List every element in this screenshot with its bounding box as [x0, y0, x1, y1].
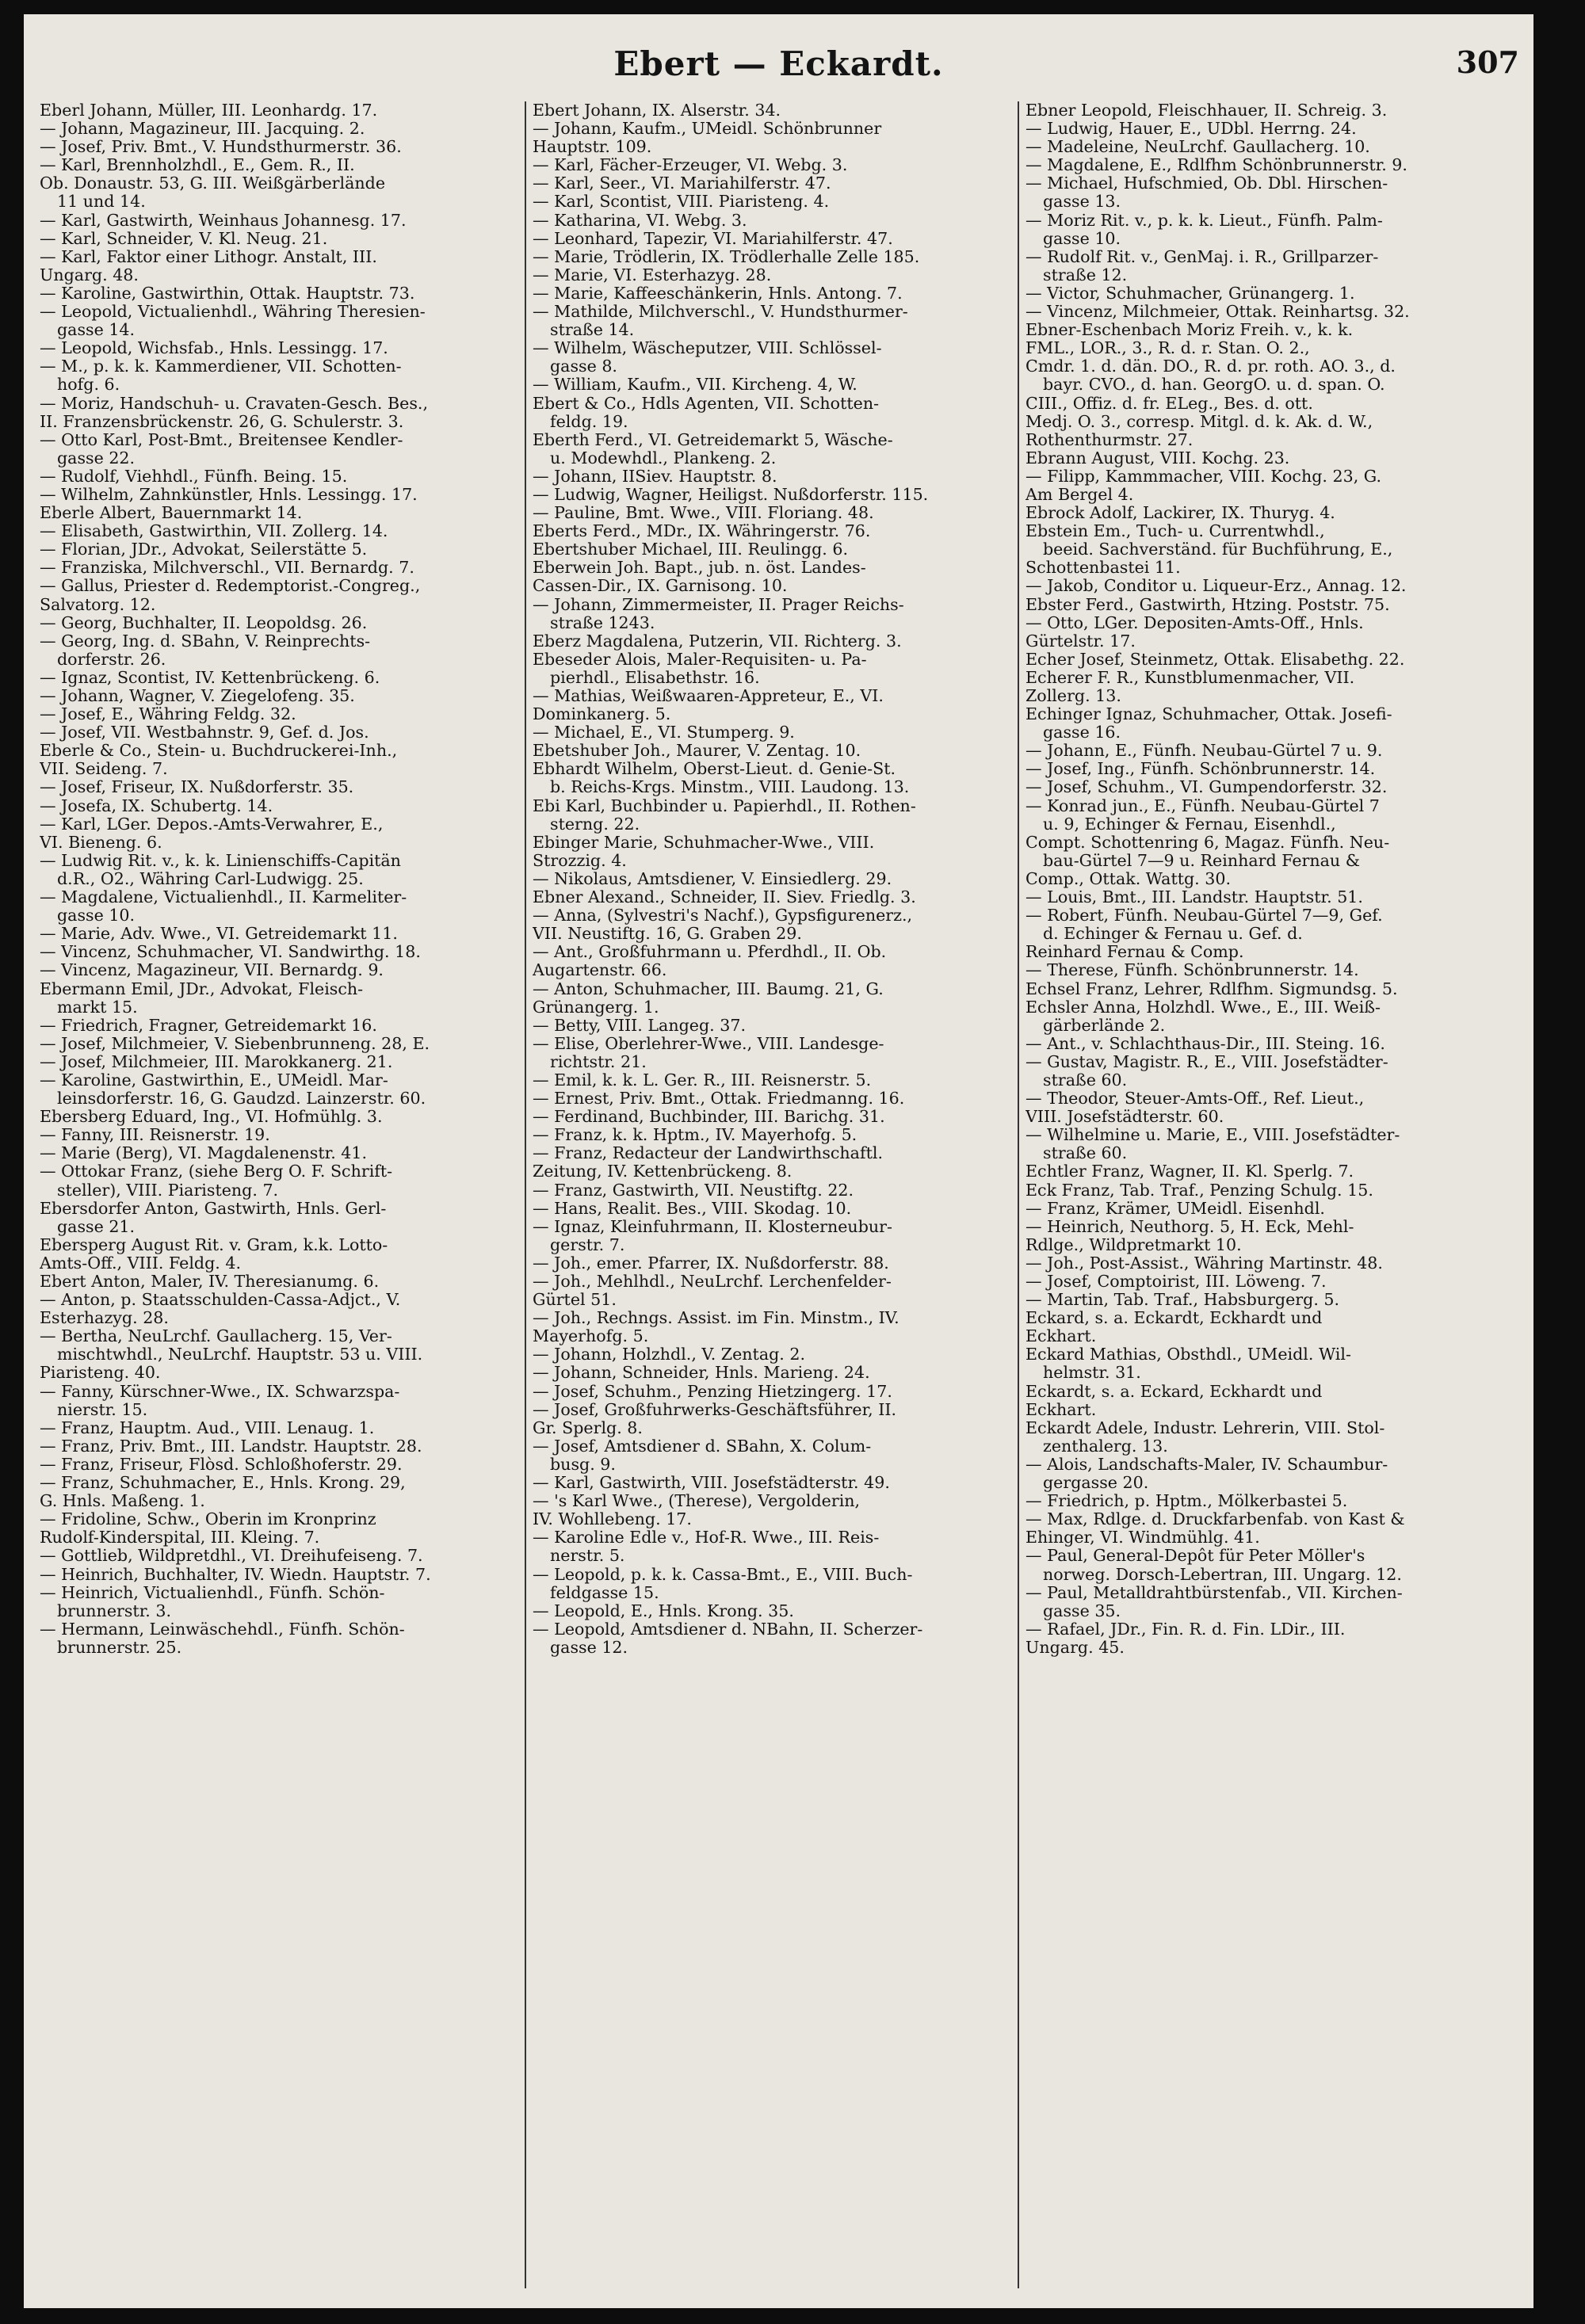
directory-line: — Alois, Landschafts-Maler, IV. Schaumbur- — [1025, 1455, 1388, 1474]
directory-line: gasse 10. — [57, 906, 136, 925]
directory-line: Zeitung, IV. Kettenbrückeng. 8. — [533, 1162, 792, 1181]
directory-line: — Vincenz, Magazineur, VII. Bernardg. 9. — [40, 961, 384, 980]
directory-line: — Karl, Brennholzhdl., E., Gem. R., II. — [40, 156, 355, 175]
directory-line: gasse 22. — [57, 448, 136, 467]
directory-line: FML., LOR., 3., R. d. r. Stan. O. 2., — [1025, 339, 1310, 358]
directory-line: Eckardt, s. a. Eckard, Eckhardt und — [1025, 1382, 1323, 1401]
directory-line: d. Echinger & Fernau u. Gef. d. — [1043, 925, 1303, 944]
directory-line: Ebersdorfer Anton, Gastwirth, Hnls. Gerl- — [40, 1199, 387, 1218]
directory-line: — Rafael, JDr., Fin. R. d. Fin. LDir., III. — [1025, 1620, 1346, 1639]
directory-line: straße 60. — [1043, 1070, 1128, 1089]
directory-line: gasse 8. — [550, 357, 617, 376]
directory-line: Comp., Ottak. Wattg. 30. — [1025, 869, 1232, 888]
directory-line: Ebner-Eschenbach Moriz Freih. v., k. k. — [1025, 321, 1354, 340]
directory-line: Mayerhofg. 5. — [533, 1327, 649, 1346]
directory-line: gasse 35. — [1043, 1601, 1121, 1620]
directory-line: straße 12. — [1043, 265, 1128, 284]
column-2 — [533, 101, 1008, 1657]
directory-line: — Friedrich, p. Hptm., Mölkerbastei 5. — [1025, 1492, 1348, 1511]
directory-line: — Gallus, Priester d. Redemptorist.-Congreg., — [40, 577, 421, 596]
directory-line: — Josef, Priv. Bmt., V. Hundsthurmerstr. 36. — [40, 138, 402, 157]
directory-line: VII. Neustiftg. 16, G. Graben 29. — [533, 925, 802, 944]
directory-line: — Ant., v. Schlachthaus-Dir., III. Steing. 16. — [1025, 1034, 1385, 1053]
directory-line: Ungarg. 45. — [1025, 1638, 1125, 1657]
directory-line: — Fridoline, Schw., Oberin im Kronprinz — [40, 1510, 376, 1529]
directory-line: — Josef, Großfuhrwerks-Geschäftsführer, II. — [533, 1400, 897, 1419]
directory-line: — Joh., Post-Assist., Währing Martinstr. 48. — [1025, 1254, 1383, 1273]
directory-line: Cassen-Dir., IX. Garnisong. 10. — [533, 577, 788, 596]
directory-line: Schottenbastei 11. — [1025, 559, 1181, 578]
directory-line: sterng. 22. — [550, 815, 640, 834]
directory-line: pierhdl., Elisabethstr. 16. — [550, 668, 760, 687]
directory-line: — Hans, Realit. Bes., VIII. Skodag. 10. — [533, 1199, 852, 1218]
directory-line: — Wilhelmine u. Marie, E., VIII. Josefstädter- — [1025, 1126, 1400, 1145]
directory-line: — Leopold, E., Hnls. Krong. 35. — [533, 1601, 794, 1620]
directory-line: Eberz Magdalena, Putzerin, VII. Richterg. 3. — [533, 632, 902, 651]
directory-line: — Anton, Schuhmacher, III. Baumg. 21, G. — [533, 979, 884, 998]
directory-line: d.R., O2., Währing Carl-Ludwigg. 25. — [57, 869, 364, 888]
directory-line: — Heinrich, Neuthorg. 5, H. Eck, Mehl- — [1025, 1217, 1354, 1236]
directory-line: — Marie, Trödlerin, IX. Trödlerhalle Zelle 185. — [533, 247, 920, 266]
directory-line: — Leopold, Amtsdiener d. NBahn, II. Scherzer- — [533, 1620, 923, 1639]
directory-page — [24, 14, 1533, 2308]
directory-line: Echtler Franz, Wagner, II. Kl. Sperlg. 7. — [1025, 1162, 1354, 1181]
column-3 — [1025, 101, 1501, 1657]
directory-line: CIII., Offiz. d. fr. ELeg., Bes. d. ott. — [1025, 394, 1313, 413]
directory-line: gasse 13. — [1043, 193, 1121, 212]
directory-line: Ebert Johann, IX. Alserstr. 34. — [533, 101, 781, 120]
directory-line: — Marie, Kaffeeschänkerin, Hnls. Antong. 7. — [533, 284, 903, 303]
directory-line: — Paul, General-Depôt für Peter Möller's — [1025, 1547, 1365, 1566]
directory-line: — Jakob, Conditor u. Liqueur-Erz., Annag. 12. — [1025, 577, 1407, 596]
directory-line: — Joh., Rechngs. Assist. im Fin. Minstm., IV. — [533, 1309, 899, 1328]
directory-line: — Josefa, IX. Schubertg. 14. — [40, 796, 273, 815]
directory-line: Ebinger Marie, Schuhmacher-Wwe., VIII. — [533, 833, 875, 852]
directory-line: Hauptstr. 109. — [533, 138, 652, 157]
directory-line: Gürtelstr. 17. — [1025, 632, 1136, 651]
directory-line: — Karoline, Gastwirthin, Ottak. Hauptstr. 73. — [40, 284, 415, 303]
directory-line: Ebrock Adolf, Lackirer, IX. Thuryg. 4. — [1025, 504, 1335, 523]
directory-line: — Anna, (Sylvestri's Nachf.), Gypsfigurenerz., — [533, 906, 913, 925]
directory-line: — Georg, Buchhalter, II. Leopoldsg. 26. — [40, 613, 368, 632]
directory-line: — Ant., Großfuhrmann u. Pferdhdl., II. Ob. — [533, 943, 887, 962]
directory-line: — Rudolf Rit. v., GenMaj. i. R., Grillparzer- — [1025, 247, 1379, 266]
directory-line: Ob. Donaustr. 53, G. III. Weißgärberlände — [40, 174, 386, 193]
directory-line: dorferstr. 26. — [57, 650, 166, 669]
directory-line: gerstr. 7. — [550, 1235, 625, 1254]
directory-line: — Leopold, Wichsfab., Hnls. Lessingg. 17. — [40, 339, 388, 358]
directory-line: Gr. Sperlg. 8. — [533, 1418, 643, 1437]
directory-line: — Leopold, Victualienhdl., Währing Theresien- — [40, 303, 426, 322]
directory-line: Echinger Ignaz, Schuhmacher, Ottak. Josefi- — [1025, 705, 1392, 724]
directory-line: — Josef, Comptoirist, III. Löweng. 7. — [1025, 1273, 1327, 1291]
directory-line: — Mathias, Weißwaaren-Appreteur, E., VI. — [533, 687, 884, 705]
directory-line: Augartenstr. 66. — [533, 961, 667, 980]
directory-line: — Magdalene, Victualienhdl., II. Karmeliter- — [40, 888, 407, 907]
directory-line: Ungarg. 48. — [40, 265, 139, 284]
directory-line: — Ludwig, Wagner, Heiligst. Nußdorferstr. 115. — [533, 485, 929, 504]
directory-line: hofg. 6. — [57, 376, 120, 395]
directory-line: — Wilhelm, Wäscheputzer, VIII. Schlössel- — [533, 339, 882, 358]
directory-line: Salvatorg. 12. — [40, 595, 156, 614]
directory-line: Ebert Anton, Maler, IV. Theresianumg. 6. — [40, 1273, 380, 1291]
directory-line: Medj. O. 3., corresp. Mitgl. d. k. Ak. d. W., — [1025, 412, 1373, 431]
directory-line: — Betty, VIII. Langeg. 37. — [533, 1016, 746, 1035]
directory-line: — Karl, Gastwirth, Weinhaus Johannesg. 17. — [40, 211, 407, 230]
directory-line: — Ludwig Rit. v., k. k. Linienschiffs-Capitän — [40, 851, 401, 870]
directory-line: — Johann, Schneider, Hnls. Marieng. 24. — [533, 1364, 870, 1383]
directory-line: — Ludwig, Hauer, E., UDbl. Herrng. 24. — [1025, 120, 1357, 139]
directory-line: II. Franzensbrückenstr. 26, G. Schulerstr. 3. — [40, 412, 404, 431]
directory-line: — Josef, Schuhm., VI. Gumpendorferstr. 32. — [1025, 778, 1388, 797]
directory-line: Eckardt Adele, Industr. Lehrerin, VIII. Stol- — [1025, 1418, 1385, 1437]
directory-line: — William, Kaufm., VII. Kircheng. 4, W. — [533, 376, 857, 395]
directory-line: — Johann, IISiev. Hauptstr. 8. — [533, 467, 777, 486]
directory-line: Reinhard Fernau & Comp. — [1025, 943, 1244, 962]
directory-line: Ebhardt Wilhelm, Oberst-Lieut. d. Genie-St. — [533, 760, 896, 779]
directory-line: — Johann, Wagner, V. Ziegelofeng. 35. — [40, 687, 355, 705]
directory-line: Dominkanerg. 5. — [533, 705, 671, 724]
directory-line: Ebetshuber Joh., Maurer, V. Zentag. 10. — [533, 742, 861, 761]
directory-line: — Rudolf, Viehhdl., Fünfh. Being. 15. — [40, 467, 348, 486]
directory-line: bayr. CVO., d. han. GeorgO. u. d. span. O. — [1043, 376, 1385, 395]
directory-line: u. Modewhdl., Plankeng. 2. — [550, 448, 777, 467]
directory-line: G. Hnls. Maßeng. 1. — [40, 1492, 205, 1511]
directory-line: — Johann, Magazineur, III. Jacquing. 2. — [40, 120, 365, 139]
directory-line: — Karl, LGer. Depos.-Amts-Verwahrer, E., — [40, 815, 384, 834]
directory-line: nierstr. 15. — [57, 1400, 148, 1419]
directory-line: Eberle Albert, Bauernmarkt 14. — [40, 504, 303, 523]
directory-line: Strozzig. 4. — [533, 851, 627, 870]
directory-line: — Johann, Holzhdl., V. Zentag. 2. — [533, 1345, 806, 1364]
directory-line: — Konrad jun., E., Fünfh. Neubau-Gürtel 7 — [1025, 796, 1380, 815]
directory-line: feldg. 19. — [550, 412, 628, 431]
directory-line: gärberlände 2. — [1043, 1016, 1166, 1035]
directory-line: Gürtel 51. — [533, 1291, 617, 1310]
directory-line: — Moriz, Handschuh- u. Cravaten-Gesch. Bes., — [40, 394, 428, 413]
directory-line: — Nikolaus, Amtsdiener, V. Einsiedlerg. 29. — [533, 869, 892, 888]
directory-line: — Theodor, Steuer-Amts-Off., Ref. Lieut., — [1025, 1089, 1365, 1109]
directory-line: — Ignaz, Kleinfuhrmann, II. Klosterneubur- — [533, 1217, 892, 1236]
directory-line: Eberts Ferd., MDr., IX. Währingerstr. 76. — [533, 522, 871, 541]
directory-line: — Robert, Fünfh. Neubau-Gürtel 7—9, Gef. — [1025, 906, 1383, 925]
directory-line: Ebi Karl, Buchbinder u. Papierhdl., II. Rothen- — [533, 796, 916, 815]
directory-line: beeid. Sachverständ. für Buchführung, E., — [1043, 540, 1393, 559]
directory-line: — Katharina, VI. Webg. 3. — [533, 211, 747, 230]
directory-line: brunnerstr. 25. — [57, 1638, 182, 1657]
directory-line: — Josef, Milchmeier, V. Siebenbrunneng. 28, E. — [40, 1034, 430, 1053]
directory-line: Ebstein Em., Tuch- u. Currentwhdl., — [1025, 522, 1325, 541]
directory-line: — Elisabeth, Gastwirthin, VII. Zollerg. 14. — [40, 522, 388, 541]
directory-line: steller), VIII. Piaristeng. 7. — [57, 1181, 279, 1200]
directory-line: Rothenthurmstr. 27. — [1025, 430, 1194, 449]
directory-line: busg. 9. — [550, 1455, 616, 1474]
directory-line: Ebertshuber Michael, III. Reulingg. 6. — [533, 540, 848, 559]
directory-line: Ebner Alexand., Schneider, II. Siev. Friedlg. 3. — [533, 888, 916, 907]
directory-line: — Marie, VI. Esterhazyg. 28. — [533, 265, 772, 284]
directory-line: Ebeseder Alois, Maler-Requisiten- u. Pa- — [533, 650, 867, 669]
directory-line: — Franz, Schuhmacher, E., Hnls. Krong. 29, — [40, 1474, 406, 1493]
directory-line: — Michael, E., VI. Stumperg. 9. — [533, 723, 795, 742]
directory-line: u. 9, Echinger & Fernau, Eisenhdl., — [1043, 815, 1336, 834]
directory-line: Ehinger, VI. Windmühlg. 41. — [1025, 1528, 1260, 1547]
directory-line: — Victor, Schuhmacher, Grünangerg. 1. — [1025, 284, 1355, 303]
directory-line: Am Bergel 4. — [1025, 485, 1134, 504]
directory-line: — Hermann, Leinwäschehdl., Fünfh. Schön- — [40, 1620, 405, 1639]
directory-line: — Madeleine, NeuLrchf. Gaullacherg. 10. — [1025, 138, 1370, 157]
directory-line: — Therese, Fünfh. Schönbrunnerstr. 14. — [1025, 961, 1359, 980]
directory-line: straße 1243. — [550, 613, 655, 632]
directory-line: — Josef, Milchmeier, III. Marokkanerg. 21. — [40, 1052, 393, 1071]
directory-line: b. Reichs-Krgs. Minstm., VIII. Laudong. 13. — [550, 778, 910, 797]
directory-line: — Franz, Redacteur der Landwirthschaftl. — [533, 1144, 883, 1163]
directory-line: — Fanny, Kürschner-Wwe., IX. Schwarzspa- — [40, 1382, 400, 1401]
directory-line: — Marie (Berg), VI. Magdalenenstr. 41. — [40, 1144, 368, 1163]
directory-line: Ebersberg Eduard, Ing., VI. Hofmühlg. 3. — [40, 1108, 383, 1127]
directory-line: Eckhart. — [1025, 1400, 1097, 1419]
directory-line: — Franz, Hauptm. Aud., VIII. Lenaug. 1. — [40, 1418, 375, 1437]
directory-line: — Franz, Krämer, UMeidl. Eisenhdl. — [1025, 1199, 1325, 1218]
page-number: 307 — [1456, 44, 1519, 80]
directory-line: — Leonhard, Tapezir, VI. Mariahilferstr. 47. — [533, 229, 893, 248]
directory-line: — Karoline Edle v., Hof-R. Wwe., III. Reis- — [533, 1528, 880, 1547]
directory-line: — Ottokar Franz, (siehe Berg O. F. Schrift- — [40, 1162, 393, 1181]
directory-line: — Friedrich, Fragner, Getreidemarkt 16. — [40, 1016, 377, 1035]
directory-line: gasse 12. — [550, 1638, 628, 1657]
directory-line: gergasse 20. — [1043, 1474, 1149, 1493]
directory-line: — Franz, Friseur, Flòsd. Schloßhoferstr. 29. — [40, 1455, 403, 1474]
directory-line: — Otto, LGer. Depositen-Amts-Off., Hnls. — [1025, 613, 1364, 632]
directory-line: norweg. Dorsch-Lebertran, III. Ungarg. 12. — [1043, 1565, 1402, 1584]
directory-line: Grünangerg. 1. — [533, 998, 659, 1017]
directory-line: bau-Gürtel 7—9 u. Reinhard Fernau & — [1043, 851, 1361, 870]
directory-line: — Max, Rdlge. d. Druckfarbenfab. von Kast & — [1025, 1510, 1405, 1529]
directory-line: Echsler Anna, Holzhdl. Wwe., E., III. Weiß- — [1025, 998, 1381, 1017]
directory-line: Zollerg. 13. — [1025, 687, 1121, 705]
directory-line: Echerer F. R., Kunstblumenmacher, VII. — [1025, 668, 1355, 687]
directory-line: Ebermann Emil, JDr., Advokat, Fleisch- — [40, 979, 364, 998]
directory-line: — Mathilde, Milchverschl., V. Hundsthurmer- — [533, 303, 908, 322]
directory-line: Amts-Off., VIII. Feldg. 4. — [40, 1254, 242, 1273]
directory-line: — Johann, Zimmermeister, II. Prager Reichs- — [533, 595, 904, 614]
directory-line: — Ignaz, Scontist, IV. Kettenbrückeng. 6. — [40, 668, 380, 687]
column-divider-1 — [525, 101, 526, 2288]
page-header — [24, 44, 1533, 100]
directory-line: — Karl, Seer., VI. Mariahilferstr. 47. — [533, 174, 831, 193]
directory-line: — Ernest, Priv. Bmt., Ottak. Friedmanng. 16. — [533, 1089, 905, 1109]
directory-line: — Karl, Schneider, V. Kl. Neug. 21. — [40, 229, 328, 248]
directory-line: — Vincenz, Schuhmacher, VI. Sandwirthg. 18. — [40, 943, 421, 962]
directory-line: zenthalerg. 13. — [1043, 1437, 1168, 1456]
directory-line: Echer Josef, Steinmetz, Ottak. Elisabethg. 22. — [1025, 650, 1405, 669]
directory-line: — Florian, JDr., Advokat, Seilerstätte 5. — [40, 540, 368, 559]
directory-line: — Josef, Friseur, IX. Nußdorferstr. 35. — [40, 778, 354, 797]
directory-line: — Karl, Scontist, VIII. Piaristeng. 4. — [533, 193, 830, 212]
directory-line: — 's Karl Wwe., (Therese), Vergolderin, — [533, 1492, 861, 1511]
directory-line: — Ferdinand, Buchbinder, III. Barichg. 31. — [533, 1108, 885, 1127]
directory-line: — Anton, p. Staatsschulden-Cassa-Adjct., V. — [40, 1291, 401, 1310]
directory-line: VIII. Josefstädterstr. 60. — [1025, 1108, 1224, 1127]
directory-line: — Michael, Hufschmied, Ob. Dbl. Hirschen- — [1025, 174, 1388, 193]
directory-line: — Josef, VII. Westbahnstr. 9, Gef. d. Jos. — [40, 723, 369, 742]
directory-line: Eberle & Co., Stein- u. Buchdruckerei-Inh., — [40, 742, 398, 761]
directory-line: Eckard Mathias, Obsthdl., UMeidl. Wil- — [1025, 1345, 1351, 1364]
directory-line: VII. Seideng. 7. — [40, 760, 168, 779]
directory-line: Echsel Franz, Lehrer, Rdlfhm. Sigmundsg. 5. — [1025, 979, 1398, 998]
column-divider-2 — [1018, 101, 1019, 2288]
directory-line: straße 60. — [1043, 1144, 1128, 1163]
directory-line: — Pauline, Bmt. Wwe., VIII. Floriang. 48. — [533, 504, 874, 523]
column-1 — [40, 101, 515, 1657]
directory-line: — Otto Karl, Post-Bmt., Breitensee Kendler- — [40, 430, 403, 449]
directory-line: — Filipp, Kammmacher, VIII. Kochg. 23, G. — [1025, 467, 1382, 486]
directory-line: gasse 10. — [1043, 229, 1121, 248]
directory-line: Eberl Johann, Müller, III. Leonhardg. 17. — [40, 101, 378, 120]
directory-line: — Josef, Amtsdiener d. SBahn, X. Colum- — [533, 1437, 872, 1456]
directory-line: — Karl, Fächer-Erzeuger, VI. Webg. 3. — [533, 156, 848, 175]
directory-line: Eckhart. — [1025, 1327, 1097, 1346]
directory-line: brunnerstr. 3. — [57, 1601, 172, 1620]
directory-line: gasse 16. — [1043, 723, 1121, 742]
directory-line: Eberth Ferd., VI. Getreidemarkt 5, Wäsche- — [533, 430, 893, 449]
directory-line: 11 und 14. — [57, 193, 146, 212]
directory-line: Compt. Schottenring 6, Magaz. Fünfh. Neu- — [1025, 833, 1390, 852]
directory-line: Ebster Ferd., Gastwirth, Htzing. Poststr. 75. — [1025, 595, 1390, 614]
directory-line: — Heinrich, Buchhalter, IV. Wiedn. Hauptstr. 7. — [40, 1565, 431, 1584]
directory-line: — M., p. k. k. Kammerdiener, VII. Schotten- — [40, 357, 402, 376]
directory-line: — Josef, Schuhm., Penzing Hietzingerg. 17. — [533, 1382, 892, 1401]
directory-line: — Martin, Tab. Traf., Habsburgerg. 5. — [1025, 1291, 1340, 1310]
directory-line: straße 14. — [550, 321, 635, 340]
directory-line: — Elise, Oberlehrer-Wwe., VIII. Landesge- — [533, 1034, 884, 1053]
directory-line: — Wilhelm, Zahnkünstler, Hnls. Lessingg. 17. — [40, 485, 418, 504]
directory-line: Esterhazyg. 28. — [40, 1309, 169, 1328]
directory-line: — Gottlieb, Wildpretdhl., VI. Dreihufeiseng. 7. — [40, 1547, 423, 1566]
directory-line: Rudolf-Kinderspital, III. Kleing. 7. — [40, 1528, 320, 1547]
running-title: Ebert — Eckardt. — [613, 44, 944, 83]
directory-line: Ebert & Co., Hdls Agenten, VII. Schotten- — [533, 394, 880, 413]
directory-line: — Paul, Metalldrahtbürstenfab., VII. Kirchen- — [1025, 1583, 1403, 1602]
directory-line: — Leopold, p. k. k. Cassa-Bmt., E., VIII. Buch- — [533, 1565, 913, 1584]
directory-line: Rdlge., Wildpretmarkt 10. — [1025, 1235, 1242, 1254]
directory-line: — Magdalene, E., Rdlfhm Schönbrunnerstr. 9. — [1025, 156, 1407, 175]
directory-line: Piaristeng. 40. — [40, 1364, 161, 1383]
directory-line: Eck Franz, Tab. Traf., Penzing Schulg. 15. — [1025, 1181, 1373, 1200]
directory-line: — Franz, Priv. Bmt., III. Landstr. Hauptstr. 28. — [40, 1437, 422, 1456]
directory-line: Eberwein Joh. Bapt., jub. n. öst. Landes- — [533, 559, 866, 578]
directory-line: Eckard, s. a. Eckardt, Eckhardt und — [1025, 1309, 1323, 1328]
directory-line: — Josef, Ing., Fünfh. Schönbrunnerstr. 14. — [1025, 760, 1376, 779]
directory-line: Cmdr. 1. d. dän. DO., R. d. pr. roth. AO. 3., d. — [1025, 357, 1396, 376]
directory-line: — Franz, k. k. Hptm., IV. Mayerhofg. 5. — [533, 1126, 857, 1145]
directory-line: helmstr. 31. — [1043, 1364, 1141, 1383]
directory-line: Ebersperg August Rit. v. Gram, k.k. Lotto- — [40, 1235, 388, 1254]
directory-line: — Johann, E., Fünfh. Neubau-Gürtel 7 u. 9. — [1025, 742, 1383, 761]
directory-line: richtstr. 21. — [550, 1052, 647, 1071]
directory-line: Ebrann August, VIII. Kochg. 23. — [1025, 448, 1290, 467]
directory-line: — Karl, Gastwirth, VIII. Josefstädterstr. 49. — [533, 1474, 890, 1493]
directory-line: mischtwhdl., NeuLrchf. Hauptstr. 53 u. VIII. — [57, 1345, 423, 1364]
directory-line: — Emil, k. k. L. Ger. R., III. Reisnerstr. 5. — [533, 1070, 872, 1089]
directory-line: leinsdorferstr. 16, G. Gaudzd. Lainzerstr. 60. — [57, 1089, 426, 1109]
directory-line: — Heinrich, Victualienhdl., Fünfh. Schön- — [40, 1583, 385, 1602]
directory-line: gasse 14. — [57, 321, 136, 340]
directory-line: nerstr. 5. — [550, 1547, 625, 1566]
directory-line: — Josef, E., Währing Feldg. 32. — [40, 705, 296, 724]
directory-line: — Marie, Adv. Wwe., VI. Getreidemarkt 11. — [40, 925, 398, 944]
directory-line: — Karoline, Gastwirthin, E., UMeidl. Mar- — [40, 1070, 388, 1089]
directory-line: — Joh., emer. Pfarrer, IX. Nußdorferstr. 88. — [533, 1254, 889, 1273]
directory-line: — Karl, Faktor einer Lithogr. Anstalt, III. — [40, 247, 377, 266]
directory-line: — Joh., Mehlhdl., NeuLrchf. Lerchenfelder- — [533, 1273, 892, 1291]
directory-line: — Gustav, Magistr. R., E., VIII. Josefstädter- — [1025, 1052, 1388, 1071]
directory-line: — Fanny, III. Reisnerstr. 19. — [40, 1126, 270, 1145]
directory-line: feldgasse 15. — [550, 1583, 659, 1602]
directory-line: — Bertha, NeuLrchf. Gaullacherg. 15, Ver- — [40, 1327, 392, 1346]
directory-line: Ebner Leopold, Fleischhauer, II. Schreig. 3. — [1025, 101, 1388, 120]
directory-line: markt 15. — [57, 998, 138, 1017]
directory-line: gasse 21. — [57, 1217, 136, 1236]
directory-line: — Louis, Bmt., III. Landstr. Hauptstr. 51. — [1025, 888, 1363, 907]
directory-line: — Moriz Rit. v., p. k. k. Lieut., Fünfh. Palm- — [1025, 211, 1383, 230]
directory-line: — Georg, Ing. d. SBahn, V. Reinprechts- — [40, 632, 371, 651]
directory-line: — Vincenz, Milchmeier, Ottak. Reinhartsg. 32. — [1025, 303, 1410, 322]
directory-line: VI. Bieneng. 6. — [40, 833, 162, 852]
directory-line: IV. Wohllebeng. 17. — [533, 1510, 692, 1529]
directory-line: — Johann, Kaufm., UMeidl. Schönbrunner — [533, 120, 882, 139]
directory-line: — Franz, Gastwirth, VII. Neustiftg. 22. — [533, 1181, 854, 1200]
directory-line: — Franziska, Milchverschl., VII. Bernardg. 7. — [40, 559, 414, 578]
